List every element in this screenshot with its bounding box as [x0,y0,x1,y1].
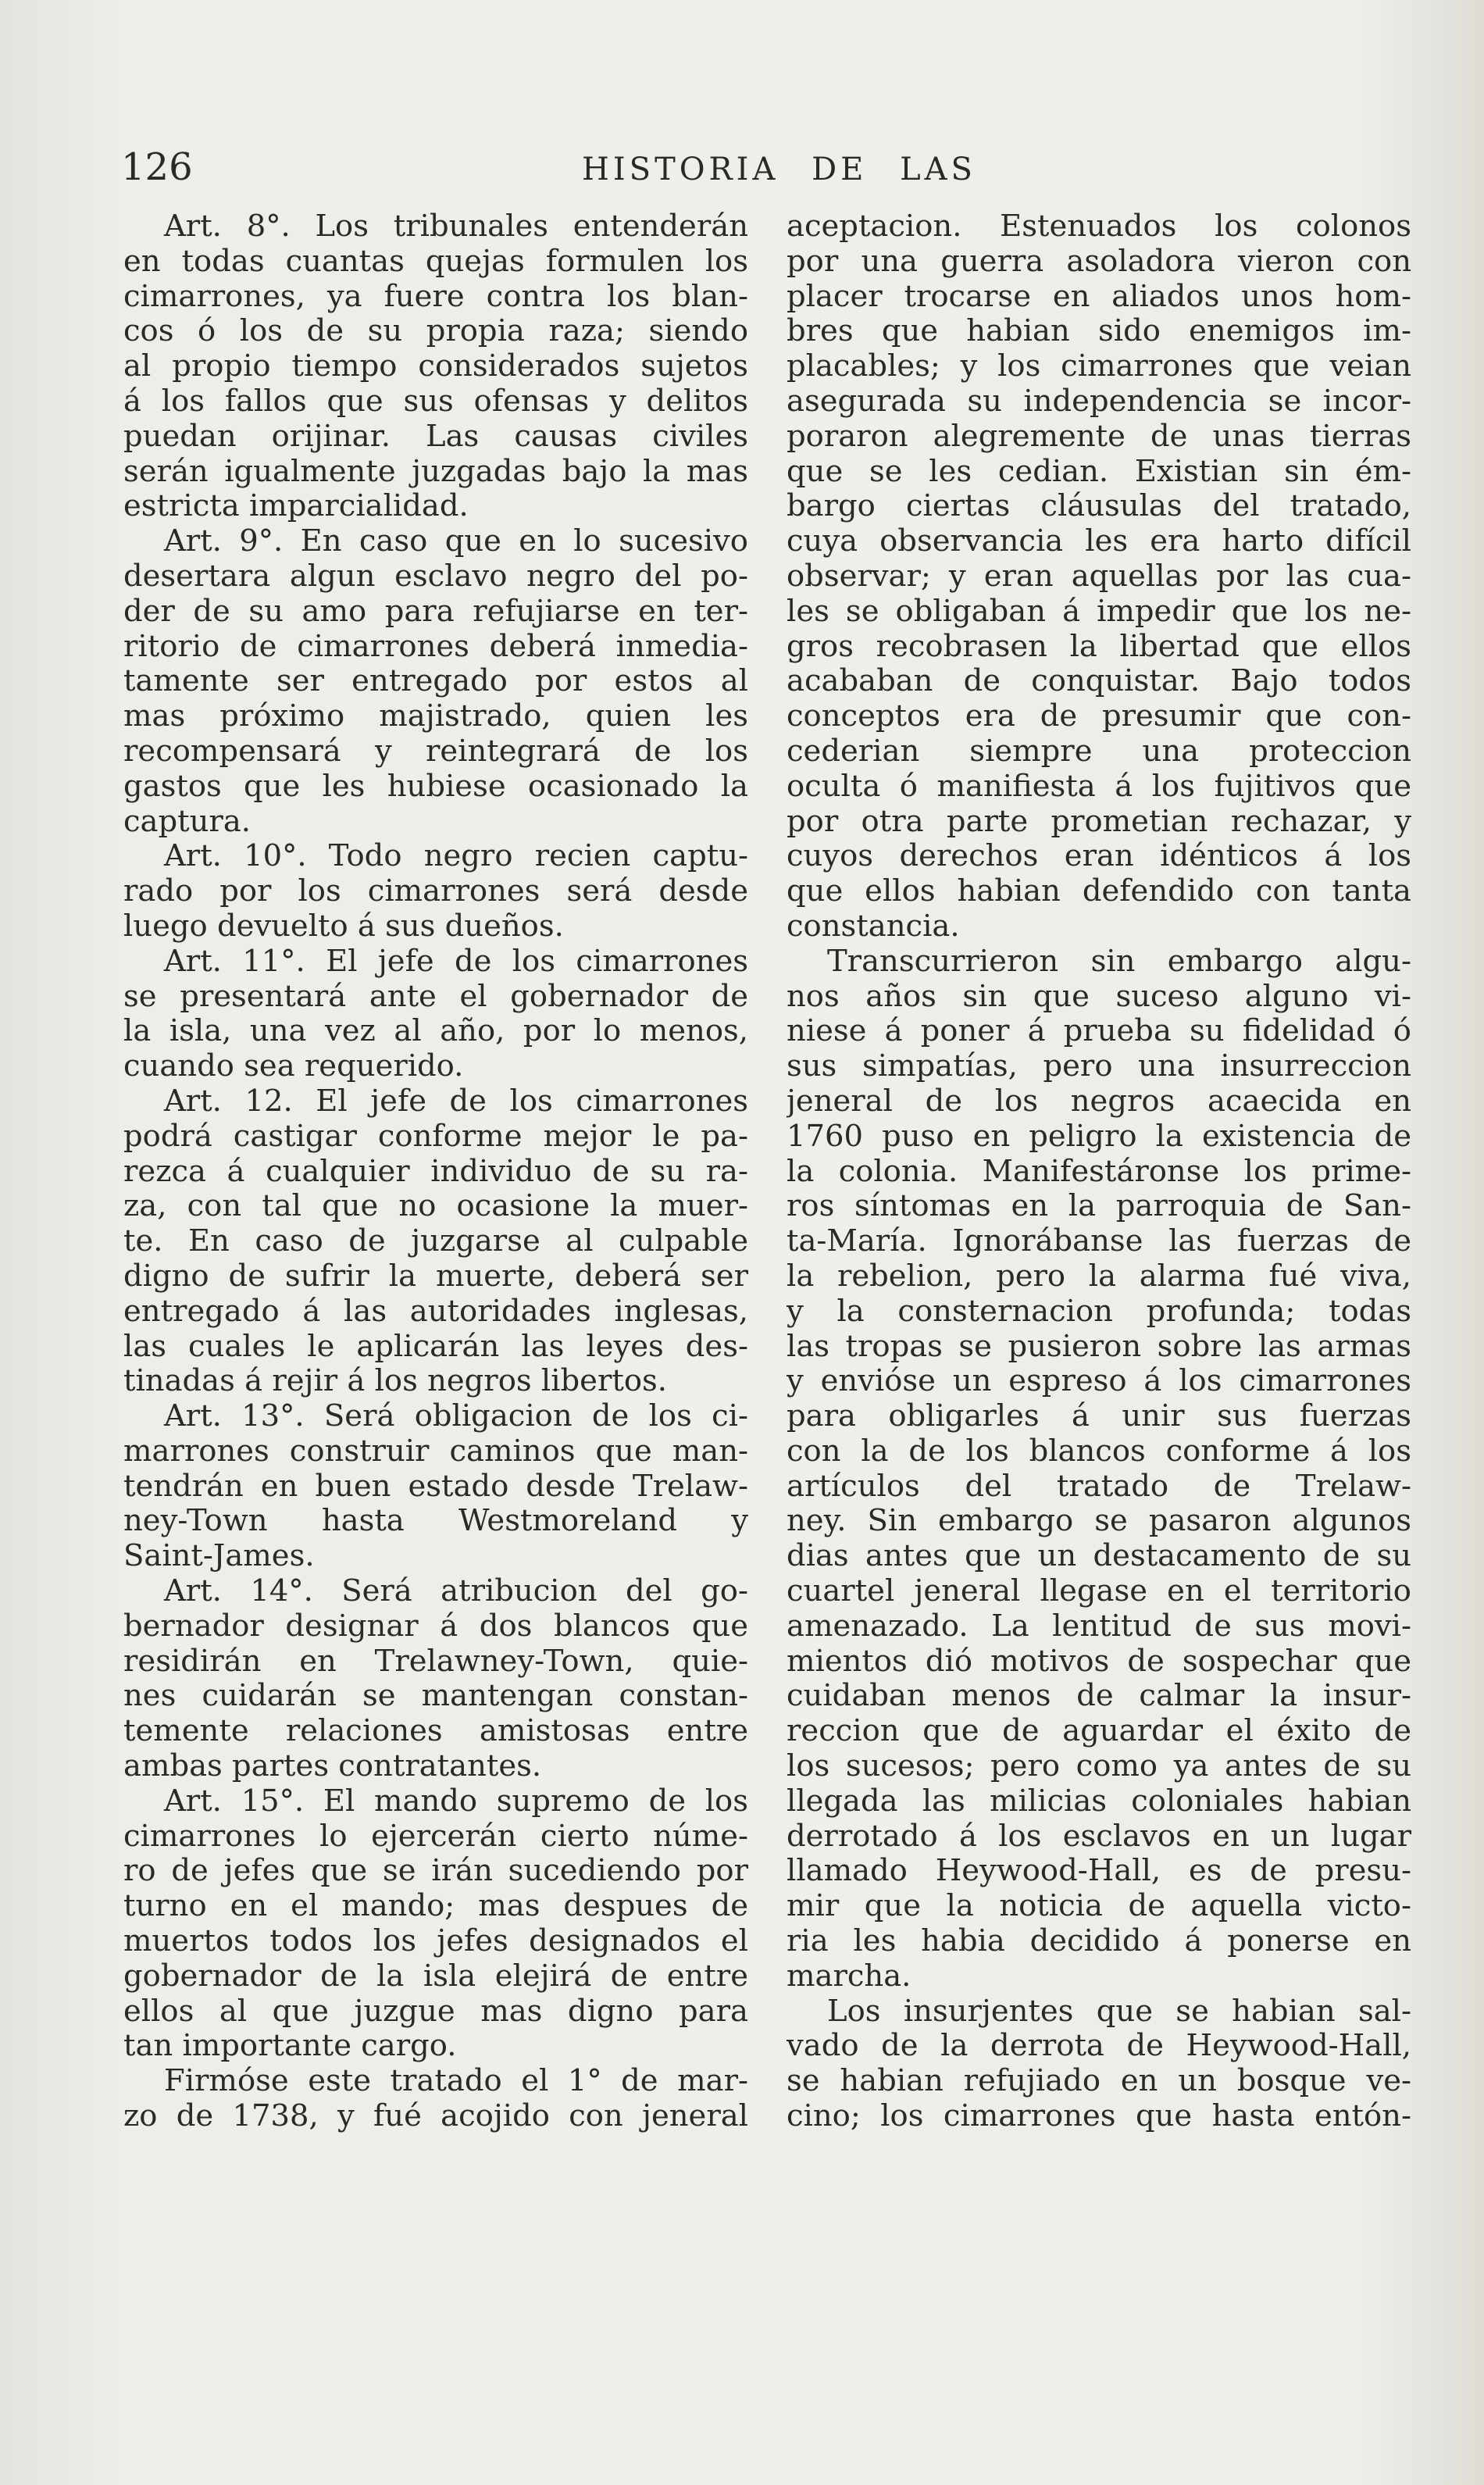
text-line: podrá castigar conforme mejor le pa- [123,1119,748,1154]
text-line: Art. 12. El jefe de los cimarrones [164,1084,748,1119]
text-line: las tropas se pusieron sobre las armas [787,1329,1411,1364]
text-line: asegurada su independencia se incor- [787,384,1411,419]
text-line: les se obligaban á impedir que los ne- [787,594,1411,629]
text-line: tinadas á rejir á los negros libertos. [123,1364,667,1399]
right-text-column [787,209,1411,2134]
text-line: puedan orijinar. Las causas civiles [123,419,748,454]
text-line: cuya observancia les era harto difícil [787,524,1411,559]
text-line: cuartel jeneral llegase en el territorio [787,1574,1411,1609]
text-line: ney-Town hasta Westmoreland y [123,1504,748,1539]
text-line: sus simpatías, pero una insurreccion [787,1049,1411,1084]
text-line: marrones construir caminos que man- [123,1434,748,1469]
text-line: Los insurjentes que se habian sal- [827,1994,1411,2029]
text-line: ta-María. Ignorábanse las fuerzas de [787,1224,1411,1259]
text-line: tamente ser entregado por estos al [123,664,748,699]
text-line: muertos todos los jefes designados el [123,1924,748,1959]
text-line: digno de sufrir la muerte, deberá ser [123,1259,748,1294]
text-line: se presentará ante el gobernador de [123,979,748,1014]
text-line: rezca á cualquier individuo de su ra- [123,1154,748,1189]
text-line: la rebelion, pero la alarma fué viva, [787,1259,1411,1294]
text-line: se habian refujiado en un bosque ve- [787,2064,1411,2099]
text-line: llamado Heywood-Hall, es de presu- [787,1854,1411,1889]
text-line: ritorio de cimarrones deberá inmedia- [123,629,748,664]
text-line: ney. Sin embargo se pasaron algunos [787,1504,1411,1539]
text-line: y la consternacion profunda; todas [787,1294,1411,1329]
text-line: cederian siempre una proteccion [787,734,1411,769]
text-line: gros recobrasen la libertad que ellos [787,629,1411,664]
text-line: tendrán en buen estado desde Trelaw- [123,1469,748,1504]
text-line: jeneral de los negros acaecida en [787,1084,1411,1119]
text-line: Art. 14°. Será atribucion del go- [164,1574,748,1609]
text-line: bargo ciertas cláusulas del tratado, [787,489,1411,524]
text-line: al propio tiempo considerados sujetos [123,349,748,384]
text-line: estricta imparcialidad. [123,489,469,524]
text-line: ros síntomas en la parroquia de San- [787,1189,1411,1224]
text-line: bres que habian sido enemigos im- [787,314,1411,349]
text-line: der de su amo para refujiarse en ter- [123,594,748,629]
page-header [121,145,1410,200]
text-line: residirán en Trelawney-Town, quie- [123,1644,748,1679]
text-line: ambas partes contratantes. [123,1749,542,1784]
text-line: por una guerra asoladora vieron con [787,244,1411,279]
text-line: cimarrones, ya fuere contra los blan- [123,279,748,314]
text-line: las cuales le aplicarán las leyes des- [123,1329,748,1364]
text-line: marcha. [787,1958,911,1994]
left-text-column [123,209,748,2134]
text-line: rado por los cimarrones será desde [123,874,748,909]
text-line: llegada las milicias coloniales habian [787,1783,1411,1819]
text-line: conceptos era de presumir que con- [787,699,1411,734]
text-line: acababan de conquistar. Bajo todos [787,664,1411,699]
text-line: por otra parte prometian rechazar, y [787,804,1411,839]
running-title: HISTORIA DE LAS [582,152,976,187]
text-line: artículos del tratado de Trelaw- [787,1469,1411,1504]
text-line: aceptacion. Estenuados los colonos [787,209,1411,244]
text-line: te. En caso de juzgarse al culpable [123,1224,748,1259]
text-line: que se les cedian. Existian sin ém- [787,454,1411,489]
text-line: Art. 11°. El jefe de los cimarrones [164,944,748,979]
text-line: turno en el mando; mas despues de [123,1889,748,1924]
text-line: Transcurrieron sin embargo algu- [827,944,1411,979]
text-line: entregado á las autoridades inglesas, [123,1294,748,1329]
text-line: los sucesos; pero como ya antes de su [787,1749,1411,1784]
text-line: Art. 10°. Todo negro recien captu- [164,839,748,874]
text-line: tan importante cargo. [123,2029,457,2064]
text-line: Art. 15°. El mando supremo de los [164,1783,748,1819]
text-line: Firmóse este tratado el 1° de mar- [164,2064,748,2099]
text-line: constancia. [787,909,960,944]
text-line: vado de la derrota de Heywood-Hall, [787,2029,1411,2064]
text-line: ellos al que juzgue mas digno para [123,1994,748,2029]
text-line: serán igualmente juzgadas bajo la mas [123,454,748,489]
text-line: mientos dió motivos de sospechar que [787,1644,1411,1679]
text-line: á los fallos que sus ofensas y delitos [123,384,748,419]
text-line: nos años sin que suceso alguno vi- [787,979,1411,1014]
page-number: 126 [121,145,193,189]
text-line: desertara algun esclavo negro del po- [123,559,748,594]
text-line: bernador designar á dos blancos que [123,1608,748,1644]
text-line: con la de los blancos conforme á los [787,1434,1411,1469]
text-line: cuidaban menos de calmar la insur- [787,1679,1411,1714]
text-line: dias antes que un destacamento de su [787,1539,1411,1574]
text-line: Saint-James. [123,1539,315,1574]
text-line: la isla, una vez al año, por lo menos, [123,1014,748,1049]
text-line: niese á poner á prueba su fidelidad ó [787,1014,1411,1049]
text-line: nes cuidarán se mantengan constan- [123,1679,748,1714]
text-line: mir que la noticia de aquella victo- [787,1889,1411,1924]
text-line: que ellos habian defendido con tanta [787,874,1411,909]
text-line: recompensará y reintegrará de los [123,734,748,769]
text-line: 1760 puso en peligro la existencia de [787,1119,1411,1154]
text-line: gastos que les hubiese ocasionado la [123,769,748,804]
text-line: Art. 8°. Los tribunales entenderán [164,209,748,244]
text-line: derrotado á los esclavos en un lugar [787,1819,1411,1854]
text-line: cos ó los de su propia raza; siendo [123,314,748,349]
text-line: amenazado. La lentitud de sus movi- [787,1608,1411,1644]
text-line: y envióse un espreso á los cimarrones [787,1364,1411,1399]
text-line: Art. 13°. Será obligacion de los ci- [164,1399,748,1434]
text-line: ro de jefes que se irán sucediendo por [123,1854,748,1889]
text-line: luego devuelto á sus dueños. [123,909,564,944]
text-line: mas próximo majistrado, quien les [123,699,748,734]
text-line: para obligarles á unir sus fuerzas [787,1399,1411,1434]
text-line: observar; y eran aquellas por las cua- [787,559,1411,594]
text-line: cuyos derechos eran idénticos á los [787,839,1411,874]
text-line: placables; y los cimarrones que veian [787,349,1411,384]
text-line: placer trocarse en aliados unos hom- [787,279,1411,314]
text-line: oculta ó manifiesta á los fujitivos que [787,769,1411,804]
text-line: zo de 1738, y fué acojido con jeneral [123,2099,748,2134]
text-line: captura. [123,804,251,839]
text-line: cuando sea requerido. [123,1049,464,1084]
text-line: temente relaciones amistosas entre [123,1714,748,1749]
text-line: en todas cuantas quejas formulen los [123,244,748,279]
text-line: Art. 9°. En caso que en lo sucesivo [164,524,748,559]
text-line: reccion que de aguardar el éxito de [787,1714,1411,1749]
text-line: gobernador de la isla elejirá de entre [123,1958,748,1994]
text-line: za, con tal que no ocasione la muer- [123,1189,748,1224]
text-line: cino; los cimarrones que hasta entón- [787,2099,1411,2134]
text-line: poraron alegremente de unas tierras [787,419,1411,454]
text-line: cimarrones lo ejercerán cierto núme- [123,1819,748,1854]
text-line: ria les habia decidido á ponerse en [787,1924,1411,1959]
text-line: la colonia. Manifestáronse los prime- [787,1154,1411,1189]
